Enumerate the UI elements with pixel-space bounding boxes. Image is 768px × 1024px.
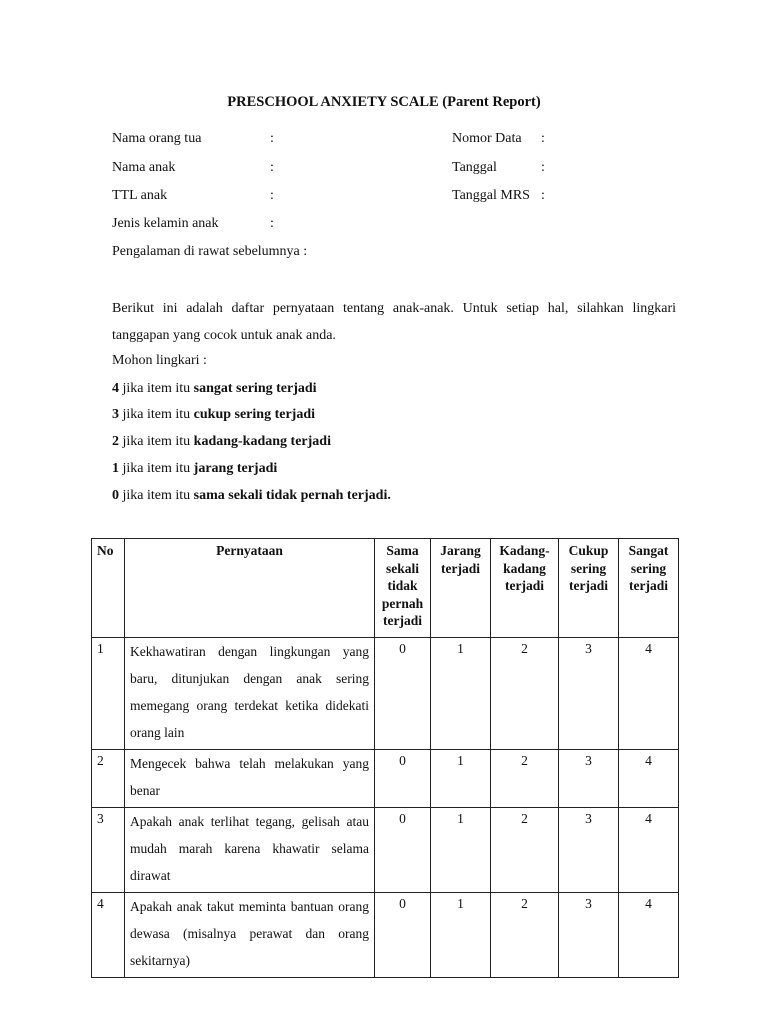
field-colon: : <box>541 160 545 175</box>
score-option[interactable]: 2 <box>491 808 559 893</box>
scale-number: 3 <box>112 407 119 422</box>
scale-item <box>112 433 331 451</box>
scale-text: jika item itu <box>119 434 194 449</box>
score-option[interactable]: 0 <box>375 893 431 978</box>
score-option[interactable]: 2 <box>491 750 559 808</box>
scale-meaning: kadang-kadang terjadi <box>193 434 331 449</box>
scale-number: 2 <box>112 434 119 449</box>
scale-meaning: sama sekali tidak pernah terjadi. <box>193 488 391 503</box>
row-statement: Kekhawatiran dengan lingkungan yang baru, ditunjukan dengan anak sering memegang orang terdekat ketika didekati orang lain <box>125 638 375 750</box>
instruction-text: Mohon lingkari : <box>112 353 207 368</box>
field-colon: : <box>270 131 274 146</box>
score-option[interactable]: 2 <box>491 638 559 750</box>
row-number: 3 <box>92 808 125 893</box>
score-option[interactable]: 4 <box>619 638 679 750</box>
field-child-birth <box>112 187 167 205</box>
header-never: Sama sekali tidak pernah terjadi <box>375 539 431 638</box>
field-child-name <box>112 159 175 177</box>
field-colon: : <box>270 188 274 203</box>
scale-text: jika item itu <box>119 381 194 396</box>
field-child-gender <box>112 215 219 233</box>
scale-item <box>112 487 391 505</box>
score-option[interactable]: 2 <box>491 893 559 978</box>
field-label: TTL anak <box>112 188 168 203</box>
table-row <box>92 893 679 978</box>
score-option[interactable]: 3 <box>559 638 619 750</box>
table-row <box>92 638 679 750</box>
row-statement: Apakah anak terlihat tegang, gelisah atau mudah marah karena khawatir selama dirawat <box>125 808 375 893</box>
score-option[interactable]: 1 <box>431 893 491 978</box>
field-data-number <box>452 130 522 148</box>
field-admission-date <box>452 187 530 205</box>
header-statement: Pernyataan <box>125 539 375 638</box>
field-previous-experience: Pengalaman di rawat sebelumnya : <box>112 244 308 259</box>
row-statement: Mengecek bahwa telah melakukan yang benar <box>125 750 375 808</box>
header-often: Cukup sering terjadi <box>559 539 619 638</box>
header-sometimes: Kadang-kadang terjadi <box>491 539 559 638</box>
field-label: Nomor Data <box>452 131 522 146</box>
field-label: Tanggal <box>452 160 497 175</box>
scale-text: jika item itu <box>119 407 194 422</box>
scale-number: 0 <box>112 488 119 503</box>
score-option[interactable]: 4 <box>619 893 679 978</box>
header-no: No <box>92 539 125 638</box>
score-option[interactable]: 1 <box>431 638 491 750</box>
score-option[interactable]: 1 <box>431 808 491 893</box>
score-option[interactable]: 0 <box>375 638 431 750</box>
scale-meaning: jarang terjadi <box>193 461 278 476</box>
field-colon: : <box>270 160 274 175</box>
anxiety-scale-table <box>91 538 679 978</box>
score-option[interactable]: 0 <box>375 808 431 893</box>
score-option[interactable]: 0 <box>375 750 431 808</box>
scale-item <box>112 460 277 478</box>
table-header-row <box>92 539 679 638</box>
scale-text: jika item itu <box>119 461 194 476</box>
scale-number: 4 <box>112 381 119 396</box>
field-label: Tanggal MRS <box>452 188 530 203</box>
field-colon: : <box>270 216 274 231</box>
scale-meaning: sangat sering terjadi <box>193 381 317 396</box>
field-colon: : <box>541 188 545 203</box>
table-row <box>92 808 679 893</box>
scale-number: 1 <box>112 461 119 476</box>
intro-paragraph: Berikut ini adalah daftar pernyataan tentang anak-anak. Untuk setiap hal, silahkan lingkari tanggapan yang cocok untuk anak anda. <box>112 301 676 343</box>
page-title: PRESCHOOL ANXIETY SCALE (Parent Report) <box>227 94 541 110</box>
scale-meaning: cukup sering terjadi <box>193 407 315 422</box>
header-very-often: Sangat sering terjadi <box>619 539 679 638</box>
scale-text: jika item itu <box>119 488 194 503</box>
table-row <box>92 750 679 808</box>
scale-item <box>112 406 315 424</box>
row-statement: Apakah anak takut meminta bantuan orang dewasa (misalnya perawat dan orang sekitarnya) <box>125 893 375 978</box>
field-label: Nama orang tua <box>112 131 202 146</box>
field-parent-name <box>112 130 201 148</box>
field-date <box>452 159 497 177</box>
row-number: 2 <box>92 750 125 808</box>
score-option[interactable]: 4 <box>619 808 679 893</box>
score-option[interactable]: 4 <box>619 750 679 808</box>
score-option[interactable]: 1 <box>431 750 491 808</box>
field-colon: : <box>541 131 545 146</box>
scale-item <box>112 380 317 398</box>
score-option[interactable]: 3 <box>559 750 619 808</box>
score-option[interactable]: 3 <box>559 893 619 978</box>
field-label: Nama anak <box>112 160 176 175</box>
score-option[interactable]: 3 <box>559 808 619 893</box>
field-label: Jenis kelamin anak <box>112 216 219 231</box>
header-rarely: Jarang terjadi <box>431 539 491 638</box>
row-number: 1 <box>92 638 125 750</box>
row-number: 4 <box>92 893 125 978</box>
